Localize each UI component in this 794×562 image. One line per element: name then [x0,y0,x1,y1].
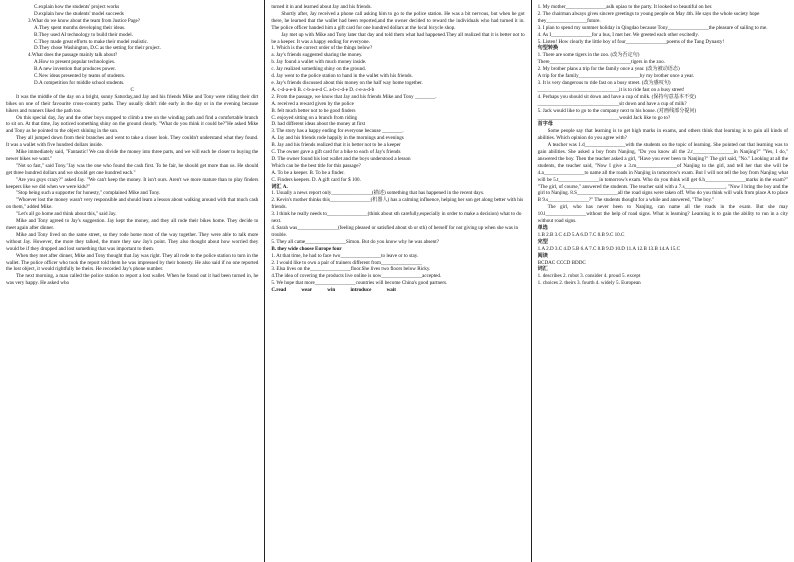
col3-line: A trip for the family________________________by my brother once a year. [537,73,695,80]
col2-line: C. The owner gave a gift card for a bike to each of Jay's friends [271,149,401,156]
col1-line: A.They spent months developing their ideas. [34,24,126,31]
col1-line: "Whoever lost the money wasn't very responsible and should learn a lesson about walking around with that much cash on them," added Mike. [6,197,259,211]
col1-line: "Not so fast," said Tony."Jay was the one who found the cash first. To be fair, he should get more than us. He should get three hundred dollars and we should get one hundred each." [6,162,259,176]
col3-line: 4. As I________________for a bus, I met her. We greeted each other excitedly. [537,31,699,38]
col3-line: ________________________________sit down and have a cup of milk? [537,100,687,107]
col2-line: Jay met up with Mike and Tony later that day and told them what had happened.They all realized that it is better not to be a keeper. It was a happy ending for everyone. [271,31,525,45]
column-right [532,0,794,562]
col2-line: A. To be a keeper. B. To be a finder. [271,169,345,176]
col2-line: D. had different ideas about the money at first [271,121,366,128]
col3-line: The girl, who has never been to Nanjing, can name all the roads in the exam. But she may 10.l________________without the help of road signs. What is learning? Learning is to gain the ability to run in a city without road signs. [537,204,788,225]
col2-line: 2. From the passage, we know that Jay and his friends Mike and Tony ________. [271,93,437,100]
col1-line: "Are you guys crazy?" asked Jay. "We can't keep the money. It isn't ours. Aren't we more mature than to play finders keepers like we did when we were kids?" [6,176,259,190]
col2-line: 4.The idea of covering the products live online is now________________accepted. [271,273,442,280]
col1-line: C.New ideas presented by teams of students. [34,73,126,80]
col2-line: 3. The story has a happy ending for everyone because ________. [271,128,404,135]
col2-line: C.read wear win introduce wait [271,287,396,294]
col1-line: The next morning, a man called the police station to report a lost wallet. When he found out it had been turned in, he was very happy. He asked who [6,273,259,287]
col3-line: 词汇 [537,266,548,273]
col3-line: Some people say that learning is to get high marks in exams, and others think that learning is to gain all kinds of abilities. Which opinion do you agree with? [537,128,788,142]
column-middle [265,0,530,562]
col2-line: 5. We hope that more________________countries will become China's good partners. [271,280,448,287]
col1-line: "Let's all go home and think about this," said Jay. [16,211,117,218]
col3-line: A teacher was 1.d________________with the students on the topic of learning. She pointed out that learning was to gain abilities. She asked a boy from Nanjing, "Do you know all the 2.r________________in Nanjing?" "Yes, I do," answered the boy. Then the teacher asked a girl, "Have you ever been to Nanjing?" The girl said, "No." Looking at all the students, the teacher said, "Now I give a 3.m________________of Nanjing to the girl, and tell her that she will be 4.a________________to name all the roads in Nanjing in tomorrow's exam. But I will not tell the boy from Nanjing what will be 5.t________________in tomorrow's exam. Who do you think will get 6.h________________marks in the exam?" "The girl, of course," answered the students. The teacher said with a 7.s________________, "Now I bring the boy and the girl to Nanjing. 8.S________________all the road signs were taken off. Who do you think will walk from place A to place B 9.s________________?" The students thought for a while and answered, "The boy." [537,142,788,204]
col3-line: ________________________________it is to ride fast on a busy street! [537,86,685,93]
col2-line: 5. They all came________________Simon. But do you know why he was absent? [271,238,439,245]
col2-line: Shortly after, Jay received a phone call asking him to go to the police station. He was a bit nervous, but when he got there, he learned that the wallet had been reported,and the owner decided to reward the individuals who had turned it in. The police officer handed him a gift card for one hundred dollars at the local bicycle shop. [271,10,525,31]
col1-line: They all jumped down from their branches and went to take a closer look. They couldn't understand what they found. It was a wallet with five hundred dollars inside. [6,135,259,149]
col3-line: 2. My brother plans a trip for the family once a year. (改为被动语态) [537,66,680,73]
col3-line: 2. The chairman always gives sincere greetings to young people on May 4th. He says the whole society hope they________________future. [537,10,760,24]
col3-line: There________________________________tigers in the zoo. [537,59,665,66]
col3-line: 1.B 2.B 3.C 4.D 5.A 6.D 7.C 8.B 9.C 10.C [537,231,625,238]
col1-line: "Stop being such a supporter for honesty," complained Mike and Tony. [16,190,161,197]
col1-line: A.How to present popular technologies. [34,59,116,66]
col1-line: D.explain how the students' model succeeds [34,10,124,17]
col2-line: d. Jay went to the police station to hand in the wallet with his friends. [271,73,413,80]
col1-line: C.explain how the students' project works [34,4,120,10]
col1-line: B.A new invention that produces power. [34,66,116,73]
col2-line: e. Jay's friends discussed about this money on the half way home together. [271,79,423,86]
col2-line: Which can be the best title for this passage? [271,162,361,169]
col3-line: 5. Listen! How clearly the little boy of four________________poems of the Tang Dynasty! [537,38,725,45]
col1-line: 4.What does the passage mainly talk about? [28,52,118,59]
col2-line: A. Jay and his friends rode happily in the mornings and evenings [271,135,404,142]
col1-line: Mike and Tony agreed to Jay's suggestion. Jay kept the money, and they all rode their bikes home. They decide to meet again after dinner. [6,218,259,231]
col1-line: D.They chose Washington, D.C as the setting for their project. [34,45,161,52]
col2-line: 2. Kevin's mother thinks this________________(机器人) has a calming influence, helping her son get along better with his friends. [271,197,524,211]
col1-line: Mike immediately said, "Fantastic! We can divide the money into three parts, and we will each be closer to buying the newer bikes we want." [6,149,259,162]
col2-line: 1. Usually a news report only________________(描述) something that has happened in the recent days. [271,190,485,197]
col2-line: b. Jay found a wallet with much money inside. [271,59,367,66]
col1-line: When they met after dinner, Mike and Tony thought that Jay was right. They all rode to the police station to turn in the wallet. The police officer who took the report told them he was impressed by their honesty. He also said if no one reported the lost object, it would rightfully be theirs. He recorded Jay's phone number. [6,252,259,273]
col2-line: 3. I think he really needs to________________(think about sth carefully,especially in order to make a decision) what to do next. [271,211,522,225]
col3-line: 1.A 2.D 3.C 4.D 5.B 6.A 7.C 8.B 9.D 10.D 11.A 12.B 13.B 14.A 15.C [537,245,680,252]
col2-line: 1. Which is the correct order of the things below? [271,45,373,52]
col3-line: 阅读 [537,252,548,259]
col2-line: B. felt much better not to be good finders [271,107,356,114]
col1-line: 3.What do we know about the team from Justice Page? [28,17,141,24]
col3-line: 4. Perhaps you should sit down and have a cup of milk. (保持句意基本不变) [537,93,696,100]
col2-line: 3. Elsa lives on the________________floor.She lives two floors below Ricky. [271,266,431,273]
col2-line: 词汇 A. [271,183,288,190]
col3-line: 1. choices 2. theirs 3. fourth 4. widely 5. European [537,280,641,287]
col1-line: B.They used AI technology to build their model. [34,31,133,38]
col3-line: ________________________________would Jack like to go to? [537,114,671,121]
col3-line: 1. My mother________________aslk opiao to the party. It looked so beautiful on her. [537,4,713,10]
col3-line: 3. It is very dangerous to ride fast on a busy street. (改为感叹句) [537,79,671,86]
col3-line: 单选 [537,225,548,231]
col3-line: 完型 [537,238,548,245]
col2-line: 2. I would like to own a pair of trainers different from________________ [271,259,422,266]
col1-line: C.They made great efforts to make their model realistic. [34,38,149,45]
col2-line: C. enjoyed sitting on a branch from riding [271,114,358,121]
col3-line: 3. I plan to spend my summer holiday in Qingdao because Tony________________the pleasure of sailing to me. [537,24,768,31]
col2-line: B. Jay and his friends realized that it is better not to be a keeper [271,142,401,149]
col2-line: B. they wide choose Europe four [271,245,342,252]
col3-line: 句型转换 [537,45,559,52]
col2-line: D. The owner found his lost wallet and the boys understood a lesson [271,155,411,162]
col2-line: 4. Sarah was________________(feeling pleased or satisfied about sb or sth) of herself for not giving up when she was in trouble. [271,225,519,238]
col1-line: D.A competition for middle school students. [34,79,125,86]
col1-line: Mike and Tony lived on the same street, so they rode home most of the way together. They were able to talk more without Jay. However, the more they talked, the more they saw Jay's point. They also thought about how worried they would be if they dropped and lost something that was important to them. [6,231,259,252]
col1-line: On this special day, Jay and the other boys stopped to climb a tree on the winding path and find a comfortable branch to sit on. At that time, Jay noticed something shiny on the ground clearly. "What do you think it could be?"He asked Mike and Tony as he pointed to the object shining in the sun. [6,114,259,135]
col2-line: C. Finders keepers. D. A gift card for $ 100. [271,176,361,183]
col3-line: BCDAC CCCD BDDC [537,259,586,266]
col2-line: c. Jay realized something shiny on the ground. [271,66,366,73]
col3-line: 1. describes 2. robot 3. consider 4. proud 5. except [537,273,641,280]
col3-line: 1. There are some tigers in the zoo. (改为否定句) [537,52,640,59]
col2-line: 1. At that time, he had to face two________________to leave or to stay. [271,252,419,259]
column-left [0,0,264,562]
col2-line: A. received a reward given by the police [271,100,354,107]
col2-line: turned it in and learned about Jay and his friends. [271,4,372,10]
col3-line: 5. Jack would like to go to the company next to his house. (对画线部分提问) [537,107,697,114]
col1-line: It was the middle of the day on a bright, sunny Saturday,and Jay and his friends Mike and Tony were riding their dirt bikes on one of their favourite cross-country paths. They usually didn't ride early in the day or in the evening because hikers and runners liked the path too. [6,93,259,114]
col3-line: 首字母 [537,121,553,128]
col2-line: A. c-d-a-e-b B. c-b-a-e-d C. a-b-c-d-e D. c-e-a-d-b [271,86,375,93]
col1-line: C [130,86,134,93]
col2-line: a. Jay's friends suggested sharing the money. [271,52,363,59]
